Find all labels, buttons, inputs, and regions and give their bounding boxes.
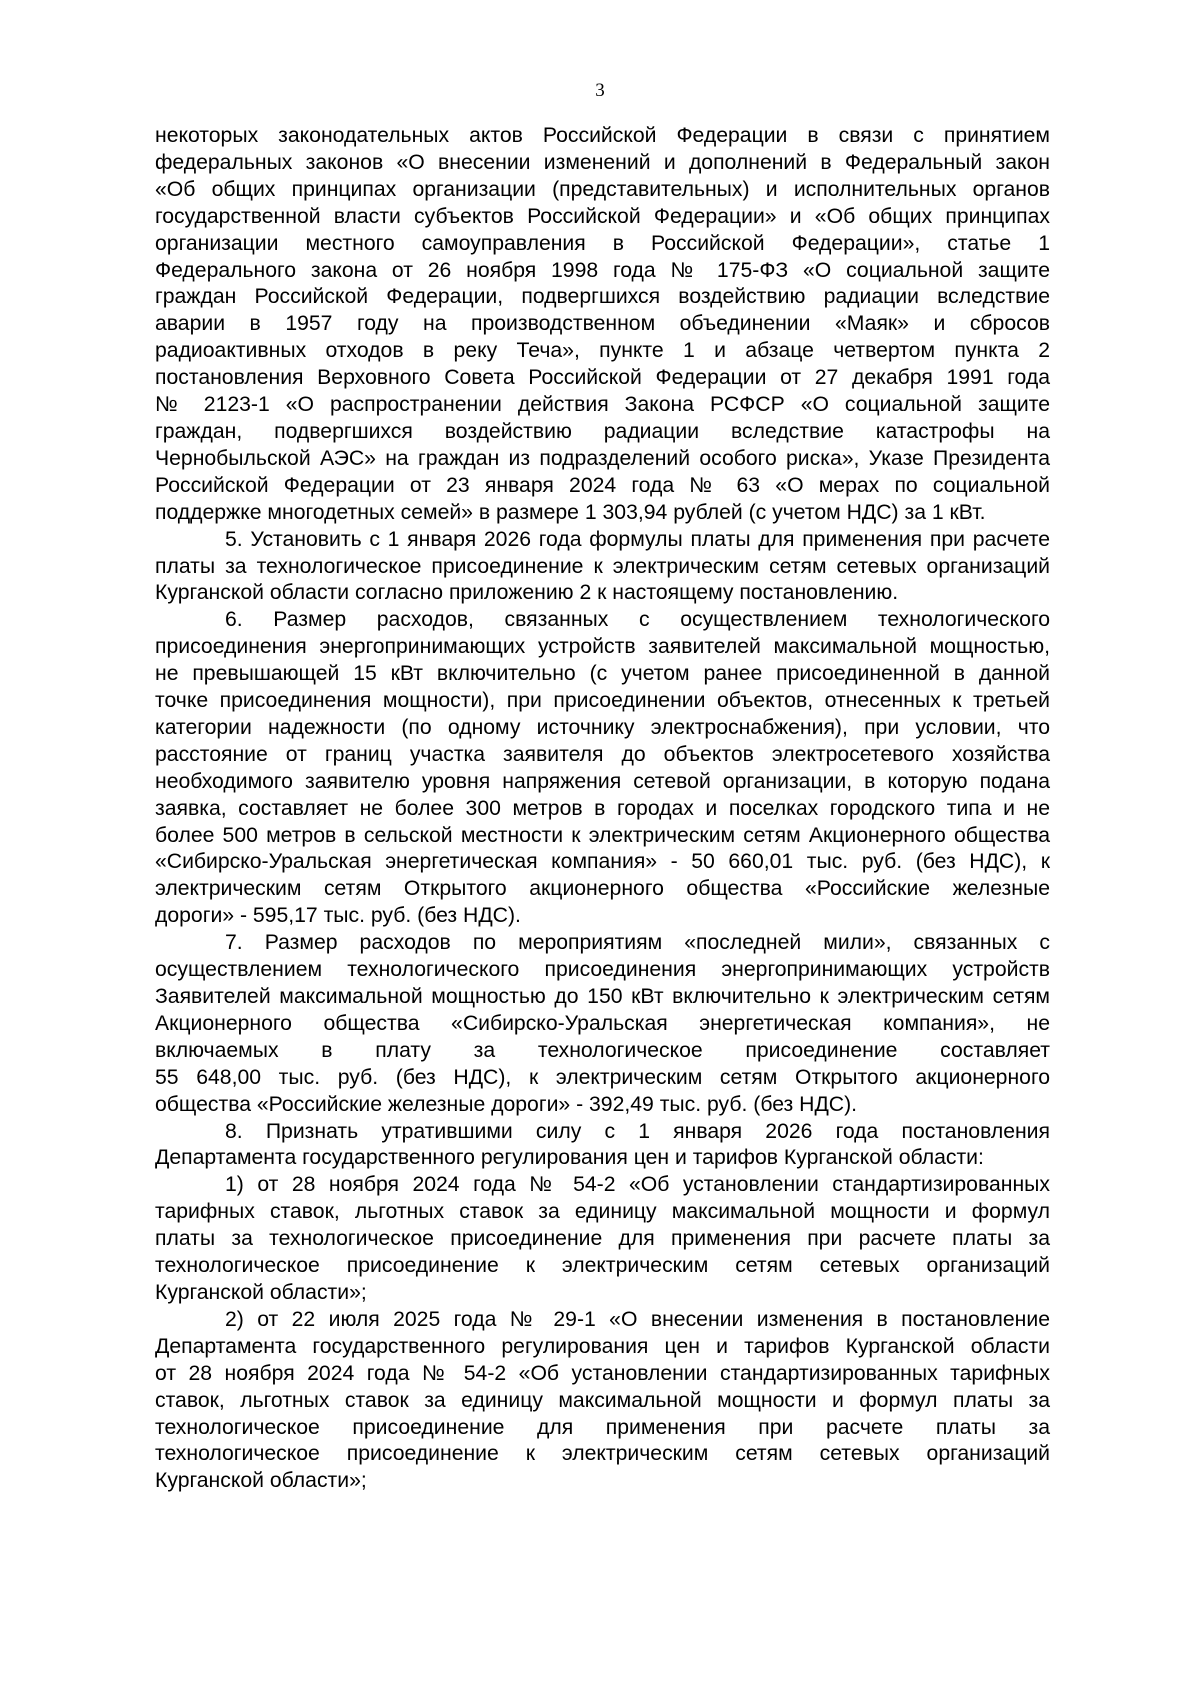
text-line: Российской Федерации от 23 января 2024 года № 63 «О мерах по социальной [155,473,1050,497]
text-line: 8. Признать утратившими силу с 1 января 2026 года постановления [225,1119,1050,1143]
text-line: платы за технологическое присоединение для применения при расчете платы за [155,1227,1050,1251]
text-line: «Об общих принципах организации (представительных) и исполнительных органов [155,177,1050,201]
text-line: дороги» - 595,17 тыс. руб. (без НДС). [155,904,521,928]
paragraph-8 [155,1119,1050,1173]
text-line: Акционерного общества «Сибирско-Уральская энергетическая компания», не [155,1011,1050,1035]
text-line: № 2123-1 «О распространении действия Закона РСФСР «О социальной защите [155,393,1050,417]
text-line: точке присоединения мощности), при присоединении объектов, отнесенных к третьей [155,689,1050,713]
text-line: Департамента государственного регулирования цен и тарифов Курганской области: [155,1146,984,1170]
text-line: ставок, льготных ставок за единицу максимальной мощности и формул платы за [155,1388,1050,1412]
text-line: радиоактивных отходов в реку Теча», пункте 1 и абзаце четвертом пункта 2 [155,339,1050,363]
text-line: граждан Российской Федерации, подвергшихся воздействию радиации вследствие [155,285,1050,309]
text-line: организации местного самоуправления в Российской Федерации», статье 1 [155,231,1050,255]
paragraph-8-item-1 [155,1172,1050,1307]
text-line: Курганской области согласно приложению 2 к настоящему постановлению. [155,581,899,605]
text-line: Курганской области»; [155,1469,367,1493]
text-line: платы за технологическое присоединение к электрическим сетям сетевых организаций [155,554,1050,578]
text-line: федеральных законов «О внесении изменений и дополнений в Федеральный закон [155,150,1050,174]
text-line: 1) от 28 ноября 2024 года № 54-2 «Об установлении стандартизированных [225,1173,1050,1197]
text-line: технологическое присоединение к электрическим сетям сетевых организаций [155,1254,1050,1278]
text-line: не превышающей 15 кВт включительно (с учетом ранее присоединенной в данной [155,662,1050,686]
text-line: необходимого заявителю уровня напряжения сетевой организации, в которую подана [155,769,1050,793]
text-line: 6. Размер расходов, связанных с осуществлением технологического [225,608,1050,632]
text-line: постановления Верховного Совета Российской Федерации от 27 декабря 1991 года [155,366,1050,390]
text-line: расстояние от границ участка заявителя до объектов электросетевого хозяйства [155,742,1050,766]
text-line: присоединения энергопринимающих устройств заявителей максимальной мощностью, [155,635,1050,659]
paragraph-7 [155,930,1050,1118]
text-line: технологическое присоединение к электрическим сетям сетевых организаций [155,1442,1050,1466]
text-line: 7. Размер расходов по мероприятиям «последней мили», связанных с [225,931,1050,955]
text-line: Чернобыльской АЭС» на граждан из подразделений особого риска», Указе Президента [155,446,1050,470]
text-line: аварии в 1957 году на производственном объединении «Маяк» и сбросов [155,312,1050,336]
text-line: государственной власти субъектов Российской Федерации» и «Об общих принципах [155,204,1050,228]
paragraph-5 [155,527,1050,608]
text-line: технологическое присоединение для применения при расчете платы за [155,1415,1050,1439]
text-line: 2) от 22 июля 2025 года № 29-1 «О внесении изменения в постановление [225,1307,1050,1331]
text-line: Департамента государственного регулирования цен и тарифов Курганской области [155,1334,1050,1358]
text-line: более 500 метров в сельской местности к электрическим сетям Акционерного общества [155,823,1050,847]
text-line: включаемых в плату за технологическое присоединение составляет [155,1038,1050,1062]
text-line: заявка, составляет не более 300 метров в городах и поселках городского типа и не [155,796,1050,820]
text-line: некоторых законодательных актов Российской Федерации в связи с принятием [155,124,1050,147]
text-line: электрическим сетям Открытого акционерного общества «Российские железные [155,877,1050,901]
text-line: 5. Установить с 1 января 2026 года формулы платы для применения при расчете [225,527,1050,551]
text-line: 55 648,00 тыс. руб. (без НДС), к электрическим сетям Открытого акционерного [155,1065,1050,1089]
text-line: Федерального закона от 26 ноября 1998 года № 175-ФЗ «О социальной защите [155,258,1050,282]
paragraph-6 [155,607,1050,930]
text-line: Курганской области»; [155,1280,367,1304]
text-line: от 28 ноября 2024 года № 54-2 «Об установлении стандартизированных тарифных [155,1361,1050,1385]
text-line: общества «Российские железные дороги» - 392,49 тыс. руб. (без НДС). [155,1092,858,1116]
document-body [155,123,1050,1495]
text-line: осуществлением технологического присоединения энергопринимающих устройств [155,958,1050,982]
text-line: тарифных ставок, льготных ставок за единицу максимальной мощности и формул [155,1200,1050,1224]
text-line: Заявителей максимальной мощностью до 150 кВт включительно к электрическим сетям [155,985,1050,1008]
text-line: категории надежности (по одному источнику электроснабжения), при условии, что [155,715,1050,739]
page-number: 3 [595,80,605,101]
text-line: «Сибирско-Уральская энергетическая компания» - 50 660,01 тыс. руб. (без НДС), к [155,850,1050,874]
text-line: поддержке многодетных семей» в размере 1 303,94 рублей (с учетом НДС) за 1 кВт. [155,500,986,524]
paragraph-4-continued [155,123,1050,527]
paragraph-8-item-2 [155,1307,1050,1495]
text-line: граждан, подвергшихся воздействию радиации вследствие катастрофы на [155,419,1050,443]
